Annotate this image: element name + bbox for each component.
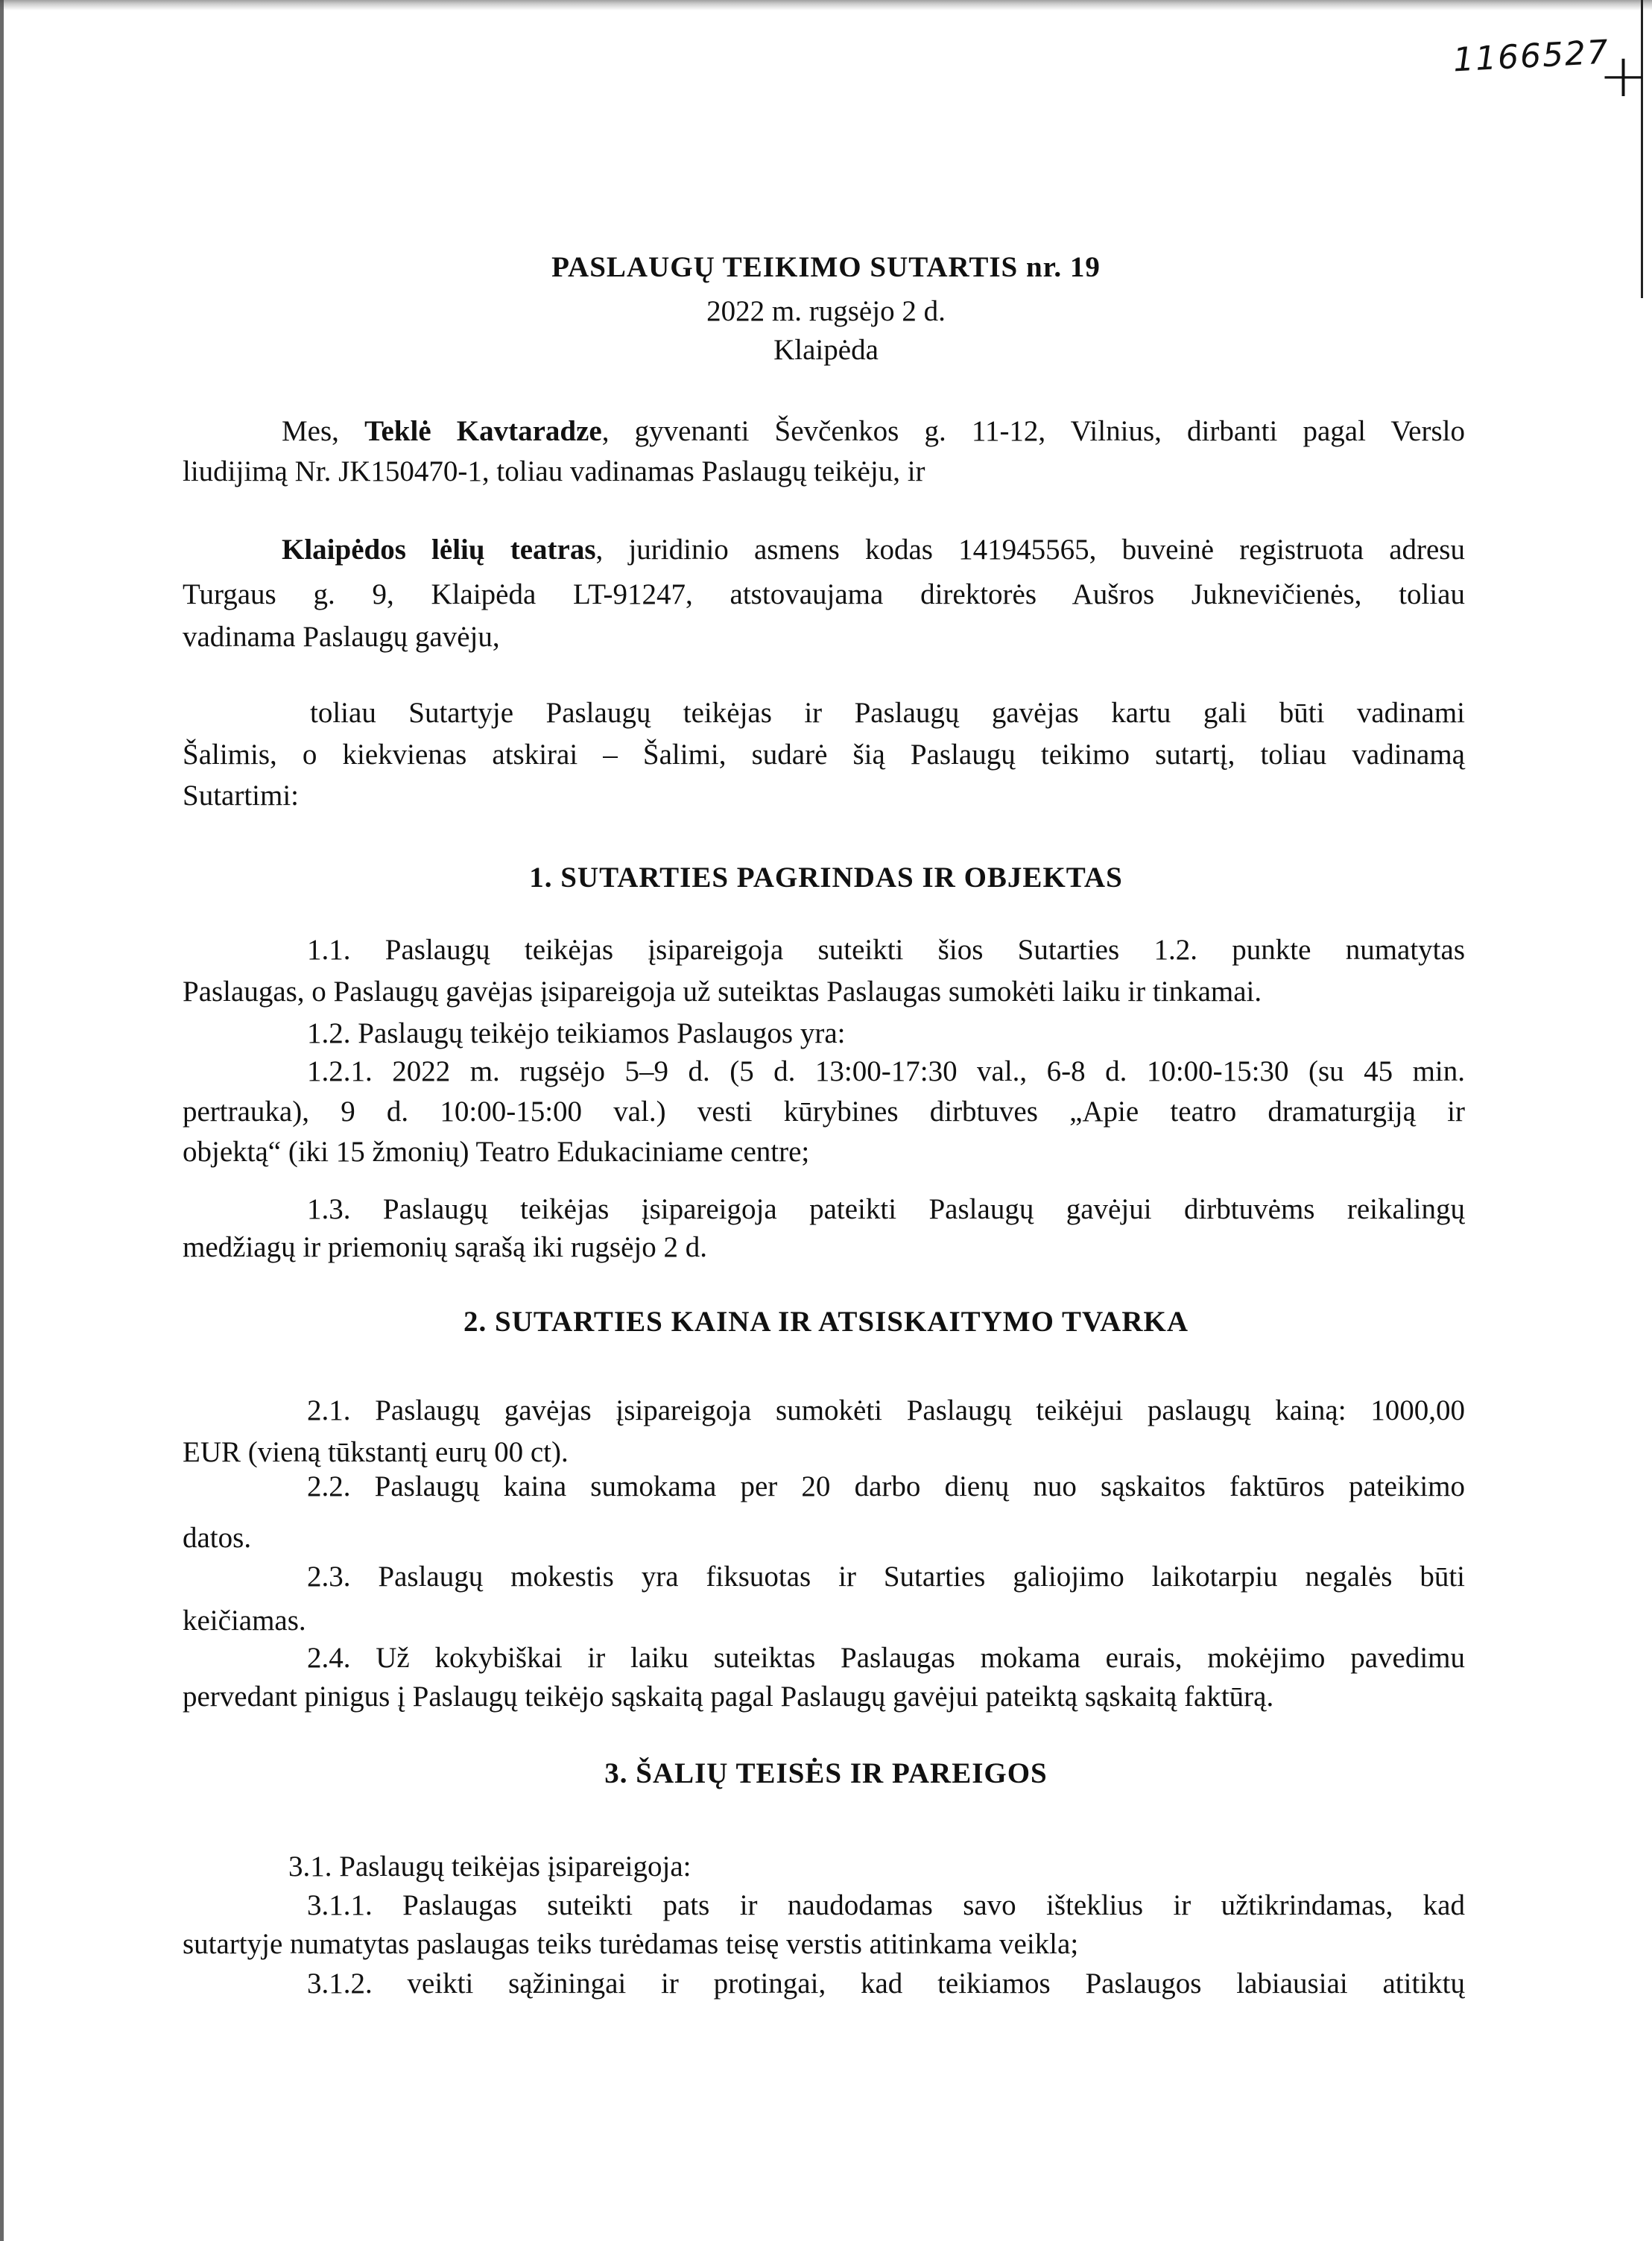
text: Turgaus g. 9, Klaipėda LT-91247, atstovaujama direktorės Aušros Juknevičienės, toliau xyxy=(183,578,1465,610)
text-line xyxy=(307,1888,1465,1923)
text-line xyxy=(183,1095,1465,1129)
text: sutartyje numatytas paslaugas teiks turėdamas teisę verstis atitinkama veikla; xyxy=(183,1928,1079,1960)
text: 2.3. Paslaugų mokestis yra fiksuotas ir Sutarties galiojimo laikotarpiu negalės būti xyxy=(307,1561,1465,1593)
text: Mes, xyxy=(282,415,365,447)
text-line xyxy=(183,1927,1078,1962)
text-line xyxy=(183,1521,251,1555)
text: pertrauka), 9 d. 10:00-15:00 val.) vesti kūrybines dirbtuves „Apie teatro dramaturgiją ir xyxy=(183,1096,1465,1128)
document-date: 2022 m. rugsėjo 2 d. xyxy=(706,295,946,327)
text-line xyxy=(288,1850,691,1884)
text: 3.1. Paslaugų teikėjas įsipareigoja: xyxy=(288,1850,692,1883)
text: , juridinio asmens kodas 141945565, buveinė registruota adresu xyxy=(595,534,1465,566)
document-title: PASLAUGŲ TEIKIMO SUTARTIS nr. 19 xyxy=(551,251,1101,283)
bold-text: 2. SUTARTIES KAINA IR ATSISKAITYMO TVARKA xyxy=(463,1306,1189,1338)
text: Paslaugas, o Paslaugų gavėjas įsipareigoja už suteiktas Paslaugas sumokėti laiku ir tinkamai. xyxy=(183,976,1262,1008)
text-line xyxy=(183,1435,569,1470)
text: keičiamas. xyxy=(183,1605,306,1637)
handwritten-number: 1166527 xyxy=(1452,33,1611,80)
bold-text: 1. SUTARTIES PAGRINDAS IR OBJEKTAS xyxy=(529,862,1123,894)
text: Šalimis, o kiekvienas atskirai – Šalimi, sudarė šią Paslaugų teikimo sutartį, toliau vadinamą xyxy=(183,739,1465,771)
text: 3.1.2. veikti sąžiningai ir protingai, kad teikiamos Paslaugos labiausiai atitiktų xyxy=(307,1967,1465,2000)
text-line xyxy=(183,455,925,489)
text: 2.2. Paslaugų kaina sumokama per 20 darbo dienų nuo sąskaitos faktūros pateikimo xyxy=(307,1470,1465,1502)
text-line xyxy=(183,779,299,813)
text: 3.1.1. Paslaugas suteikti pats ir naudodamas savo išteklius ir užtikrindamas, kad xyxy=(307,1889,1465,1921)
text-line xyxy=(310,696,1465,730)
text-line xyxy=(307,1560,1465,1594)
scan-edge-top xyxy=(0,0,1652,10)
section-heading xyxy=(0,1757,1652,1791)
text-line xyxy=(307,1017,845,1051)
text: , gyvenanti Ševčenkos g. 11-12, Vilnius, dirbanti pagal Verslo xyxy=(601,415,1465,447)
text: pervedant pinigus į Paslaugų teikėjo sąskaitą pagal Paslaugų gavėjui pateiktą sąskaitą faktūrą. xyxy=(183,1681,1274,1713)
text: 2.4. Už kokybiškai ir laiku suteiktas Paslaugas mokama eurais, mokėjimo pavedimu xyxy=(307,1642,1465,1674)
text: datos. xyxy=(183,1522,252,1554)
text-line xyxy=(183,578,1465,612)
text: vadinama Paslaugų gavėju, xyxy=(183,621,500,653)
text-line xyxy=(307,1967,1465,2001)
text-line xyxy=(183,1135,809,1169)
text: liudijimą Nr. JK150470-1, toliau vadinamas Paslaugų teikėju, ir xyxy=(183,455,925,487)
text: 1.3. Paslaugų teikėjas įsipareigoja pateikti Paslaugų gavėjui dirbtuvėms reikalingų xyxy=(307,1193,1465,1225)
text-line xyxy=(183,1680,1273,1714)
text-line xyxy=(307,1641,1465,1675)
text: Sutartimi: xyxy=(183,780,299,812)
text-line xyxy=(183,1604,306,1638)
bold-text: Klaipėdos lėlių teatras xyxy=(282,534,596,566)
text: 2.1. Paslaugų gavėjas įsipareigoja sumokėti Paslaugų teikėjui paslaugų kainą: 1000,00 xyxy=(307,1394,1465,1426)
text: objektą“ (iki 15 žmonių) Teatro Edukaciniame centre; xyxy=(183,1136,810,1168)
bold-text: 3. ŠALIŲ TEISĖS IR PAREIGOS xyxy=(604,1757,1048,1789)
text: toliau Sutartyje Paslaugų teikėjas ir Paslaugų gavėjas kartu gali būti vadinami xyxy=(310,697,1465,729)
text: 1.2. Paslaugų teikėjo teikiamos Paslaugos yra: xyxy=(307,1017,846,1049)
text-line xyxy=(183,1230,707,1265)
text: 1.1. Paslaugų teikėjas įsipareigoja suteikti šios Sutarties 1.2. punkte numatytas xyxy=(307,934,1465,966)
document-place: Klaipėda xyxy=(773,334,879,366)
text-line xyxy=(307,933,1465,967)
text: EUR (vieną tūkstantį eurų 00 ct). xyxy=(183,1436,569,1468)
text-line xyxy=(282,533,1465,567)
text-line xyxy=(183,620,500,654)
bold-text: Teklė Kavtaradze xyxy=(364,415,602,447)
text-line xyxy=(307,1470,1465,1504)
section-heading xyxy=(0,861,1652,895)
text: medžiagų ir priemonių sąrašą iki rugsėjo 2 d. xyxy=(183,1231,707,1263)
text: 1.2.1. 2022 m. rugsėjo 5–9 d. (5 d. 13:00-17:30 val., 6-8 d. 10:00-15:30 (su 45 min. xyxy=(307,1055,1465,1087)
text-line xyxy=(307,1055,1465,1089)
text-line xyxy=(282,414,1465,449)
text-line xyxy=(183,975,1262,1009)
text-line xyxy=(183,738,1465,772)
section-heading xyxy=(0,1305,1652,1339)
handwritten-cross-mark: + xyxy=(1598,41,1649,110)
text-line xyxy=(307,1394,1465,1428)
text-line xyxy=(307,1192,1465,1227)
